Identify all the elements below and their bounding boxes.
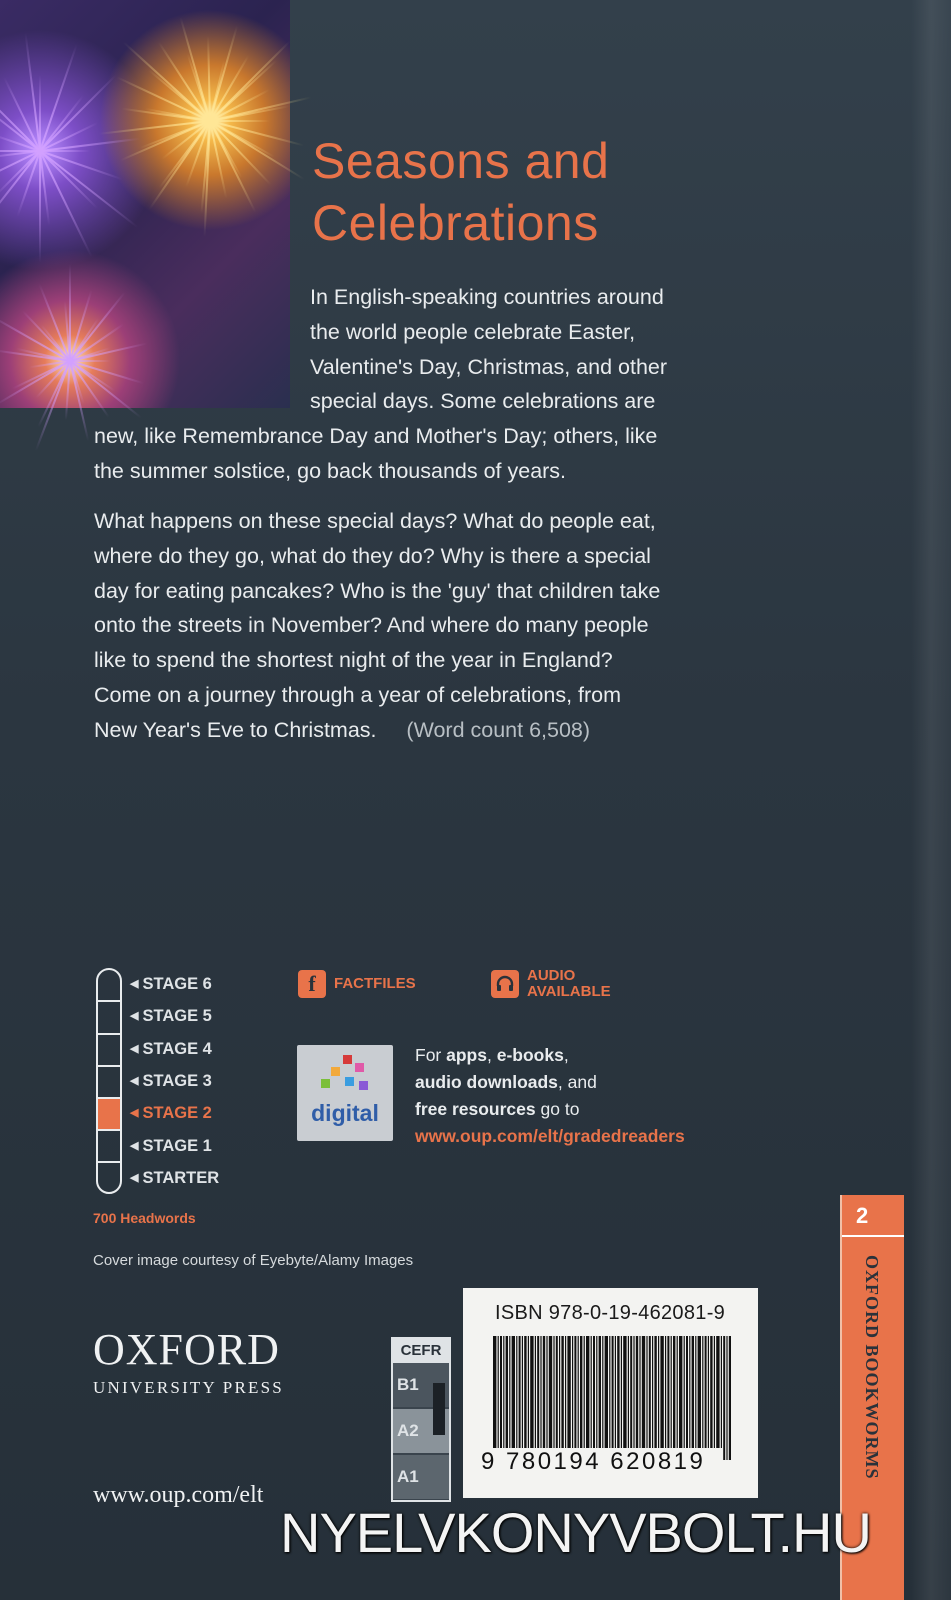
blurb-line: What happens on these special days? What do people eat, (94, 509, 656, 533)
barcode-bar (519, 1336, 521, 1448)
barcode-bar (567, 1336, 570, 1448)
barcode-digits: 9 780194 620819 (477, 1448, 709, 1476)
barcode-bar (714, 1336, 715, 1448)
stage-label: STAGE 2 (142, 1104, 212, 1122)
barcode-bar (729, 1336, 731, 1460)
stage-number: 2 (856, 1203, 869, 1228)
barcode-bar (633, 1336, 634, 1448)
barcode-bar (716, 1336, 719, 1448)
plastic-wrap-edge (911, 0, 951, 1600)
blurb-line-last (94, 713, 660, 748)
firework-ray (70, 360, 144, 384)
firework-ray (39, 150, 138, 228)
barcode-bar (702, 1336, 703, 1448)
stage-arrow-icon: ◀ (130, 1043, 139, 1055)
blurb-paragraph-1-top (310, 280, 667, 419)
stage-arrow-icon: ◀ (130, 1140, 139, 1152)
digital-logo-square (343, 1055, 352, 1064)
audio-label (527, 968, 611, 1000)
audio-badge (491, 968, 611, 1000)
book-title (312, 130, 732, 254)
barcode-bar (623, 1336, 626, 1448)
barcode-bar (522, 1336, 523, 1448)
digital-line-1 (415, 1042, 685, 1069)
audio-label-line: AUDIO (527, 967, 576, 984)
barcode-bar (621, 1336, 622, 1448)
barcode-bar (524, 1336, 526, 1448)
barcode-bar (646, 1336, 647, 1448)
barcode (493, 1336, 731, 1466)
stage-arrow-icon: ◀ (130, 978, 139, 990)
barcode-bar (516, 1336, 517, 1448)
graded-readers-link[interactable]: www.oup.com/elt/gradedreaders (415, 1126, 685, 1146)
stage-ladder-highlight (98, 1099, 120, 1129)
blurb-line: Valentine's Day, Christmas, and other (310, 354, 668, 379)
blurb-line: the world people celebrate Easter, (310, 319, 636, 344)
barcode-bar (553, 1336, 554, 1448)
barcode-bar (673, 1336, 675, 1448)
stage-item (130, 1137, 212, 1156)
barcode-bar (677, 1336, 678, 1448)
barcode-bar (565, 1336, 566, 1448)
isbn-number: ISBN 978-0-19-462081-9 (495, 1302, 726, 1324)
digital-logo-square (345, 1077, 354, 1086)
audio-label-line: AVAILABLE (527, 983, 611, 1000)
barcode-bar (546, 1336, 547, 1448)
fireworks-image (0, 0, 290, 408)
blurb-paragraph-1-bottom (94, 419, 657, 489)
stage-item (130, 1104, 212, 1123)
blurb-line: special days. Some celebrations are (310, 389, 656, 414)
barcode-bar (642, 1336, 645, 1448)
digital-logo-text: digital (311, 1100, 379, 1126)
isbn-barcode-label (463, 1288, 758, 1498)
stage-arrow-icon: ◀ (130, 1107, 139, 1119)
barcode-bar (605, 1336, 608, 1448)
barcode-bar (609, 1336, 610, 1448)
stage-ladder-rung (98, 1129, 120, 1131)
barcode-bar (660, 1336, 663, 1448)
stage-label: STARTER (142, 1169, 220, 1187)
firework-ray (39, 151, 41, 263)
title-line: Celebrations (312, 195, 599, 251)
stage-arrow-icon: ◀ (130, 1075, 139, 1087)
digital-logo-square (321, 1079, 330, 1088)
stage-ladder (96, 968, 122, 1194)
digital-text-part: , (486, 1045, 497, 1065)
firework-ray (40, 138, 140, 152)
oxford-university-press-logo (93, 1325, 284, 1398)
blurb-line: new, like Remembrance Day and Mother's Day; others, like (94, 424, 658, 448)
barcode-bar (695, 1336, 696, 1448)
stage-arrow-icon: ◀ (130, 1010, 139, 1022)
barcode-bar (572, 1336, 573, 1448)
stage-label: STAGE 3 (142, 1072, 212, 1090)
barcode-bar (530, 1336, 533, 1448)
digital-text-part: , (563, 1045, 569, 1065)
blurb-paragraph-2 (94, 504, 660, 748)
barcode-bar (540, 1336, 541, 1448)
stage-ladder-rung (98, 1161, 120, 1163)
blurb-line: where do they go, what do they do? Why is there a special (94, 543, 651, 568)
blurb-line: Come on a journey through a year of celebrations, from (94, 682, 622, 707)
barcode-bar (652, 1336, 653, 1448)
barcode-bar (561, 1336, 563, 1448)
barcode-bar (615, 1336, 616, 1448)
barcode-bar (612, 1336, 614, 1448)
digital-logo (297, 1045, 393, 1141)
barcode-bar (665, 1336, 666, 1448)
barcode-bar (599, 1336, 601, 1448)
firework-ray (39, 75, 41, 151)
barcode-bar (723, 1336, 725, 1460)
spine-divider (842, 1235, 904, 1237)
publisher-subtitle: UNIVERSITY PRESS (93, 1378, 284, 1397)
barcode-bar (708, 1336, 709, 1448)
image-credit: Cover image courtesy of Eyebyte/Alamy Images (93, 1252, 414, 1269)
digital-line-3 (415, 1096, 685, 1123)
stage-item (130, 1007, 212, 1026)
digital-text-part: For (415, 1045, 447, 1065)
cefr-level-label: A1 (397, 1467, 419, 1486)
barcode-bar (692, 1336, 694, 1448)
barcode-bar (580, 1336, 582, 1448)
stage-item (130, 1169, 219, 1188)
firework-ray (209, 121, 227, 199)
blurb-line: In English-speaking countries around (310, 285, 664, 309)
digital-text-part: e-books (496, 1045, 564, 1065)
barcode-bar (628, 1336, 629, 1448)
barcode-bar (658, 1336, 659, 1448)
series-name: OXFORD BOOKWORMS (862, 1255, 882, 1480)
cefr-level-box (391, 1337, 451, 1502)
barcode-bar (667, 1336, 669, 1448)
blurb-line: the summer solstice, go back thousands of years. (94, 458, 567, 483)
barcode-bar (686, 1336, 688, 1448)
barcode-bar (493, 1336, 496, 1460)
barcode-bar (500, 1336, 502, 1448)
barcode-bar (639, 1336, 640, 1448)
digital-text-part: audio downloads (415, 1072, 558, 1092)
headwords-count: 700 Headwords (93, 1210, 196, 1226)
digital-text-part: , and (557, 1072, 597, 1092)
stage-label: STAGE 1 (142, 1137, 212, 1155)
stage-label: STAGE 4 (142, 1040, 212, 1058)
stage-arrow-icon: ◀ (130, 1172, 139, 1184)
barcode-bar (726, 1336, 727, 1460)
digital-text-part: go to (535, 1099, 580, 1119)
barcode-bar (556, 1336, 558, 1448)
barcode-bar (684, 1336, 685, 1448)
watermark-text: NYELVKONYVBOLT.HU (280, 1501, 871, 1564)
barcode-bar (503, 1336, 504, 1448)
digital-logo-square (359, 1081, 368, 1090)
barcode-bar (689, 1336, 690, 1448)
factfiles-badge (298, 970, 416, 998)
digital-text-part: apps (446, 1045, 487, 1065)
stage-item (130, 975, 212, 994)
digital-line-2 (415, 1069, 685, 1096)
digital-text-part: free resources (415, 1099, 536, 1119)
factfiles-icon: f (298, 970, 326, 998)
barcode-bar (537, 1336, 539, 1448)
stage-label: STAGE 5 (142, 1007, 212, 1025)
digital-logo-square (331, 1067, 340, 1076)
cefr-header: CEFR (393, 1339, 449, 1363)
barcode-bar (698, 1336, 701, 1448)
barcode-bar (543, 1336, 545, 1448)
digital-resources-text (415, 1042, 685, 1150)
barcode-bar (535, 1336, 536, 1448)
barcode-bar (679, 1336, 682, 1448)
barcode-bar (506, 1336, 508, 1448)
barcode-bar (574, 1336, 576, 1448)
stage-item (130, 1040, 212, 1059)
barcode-bar (584, 1336, 585, 1460)
stage-ladder-rung (98, 1033, 120, 1035)
blurb-line: onto the streets in November? And where do many people (94, 613, 649, 638)
digital-logo-square (355, 1063, 364, 1072)
barcode-bar (602, 1336, 603, 1448)
barcode-bar (593, 1336, 595, 1448)
barcode-bar (578, 1336, 579, 1448)
barcode-bar (591, 1336, 592, 1448)
firework-ray (69, 264, 71, 361)
barcode-bar (721, 1336, 722, 1448)
firework-ray (69, 290, 92, 361)
blurb-line: New Year's Eve to Christmas. (94, 717, 377, 742)
barcode-bar (549, 1336, 552, 1448)
factfiles-label: FACTFILES (334, 975, 416, 992)
publisher-name: OXFORD (93, 1325, 280, 1374)
stage-label: STAGE 6 (142, 975, 212, 993)
barcode-bar (586, 1336, 589, 1460)
blurb-line: like to spend the shortest night of the year in England? (94, 648, 613, 673)
stage-ladder-rung (98, 1065, 120, 1067)
barcode-bar (509, 1336, 510, 1448)
barcode-bar (512, 1336, 515, 1448)
cefr-level-label: A2 (397, 1421, 419, 1440)
cefr-level-label: B1 (397, 1375, 419, 1394)
barcode-bar (671, 1336, 672, 1448)
barcode-bar (596, 1336, 597, 1448)
barcode-bar (617, 1336, 619, 1448)
barcode-bar (654, 1336, 656, 1448)
stage-item (130, 1072, 212, 1091)
barcode-bar (636, 1336, 638, 1448)
publisher-url[interactable]: www.oup.com/elt (93, 1482, 264, 1508)
title-line: Seasons and (312, 133, 610, 189)
blurb-line: day for eating pancakes? Who is the 'guy' that children take (94, 578, 661, 603)
headphones-icon (491, 970, 519, 998)
barcode-bar (705, 1336, 707, 1448)
stage-ladder-rung (98, 1000, 120, 1002)
barcode-bar (559, 1336, 560, 1448)
barcode-bar (498, 1336, 499, 1460)
cefr-level-marker (433, 1383, 445, 1435)
word-count: (Word count 6,508) (406, 717, 591, 742)
barcode-bar (630, 1336, 632, 1448)
stage-ladder-rung (98, 1097, 120, 1099)
barcode-bar (649, 1336, 651, 1448)
barcode-bar (528, 1336, 529, 1448)
barcode-bar (710, 1336, 712, 1448)
